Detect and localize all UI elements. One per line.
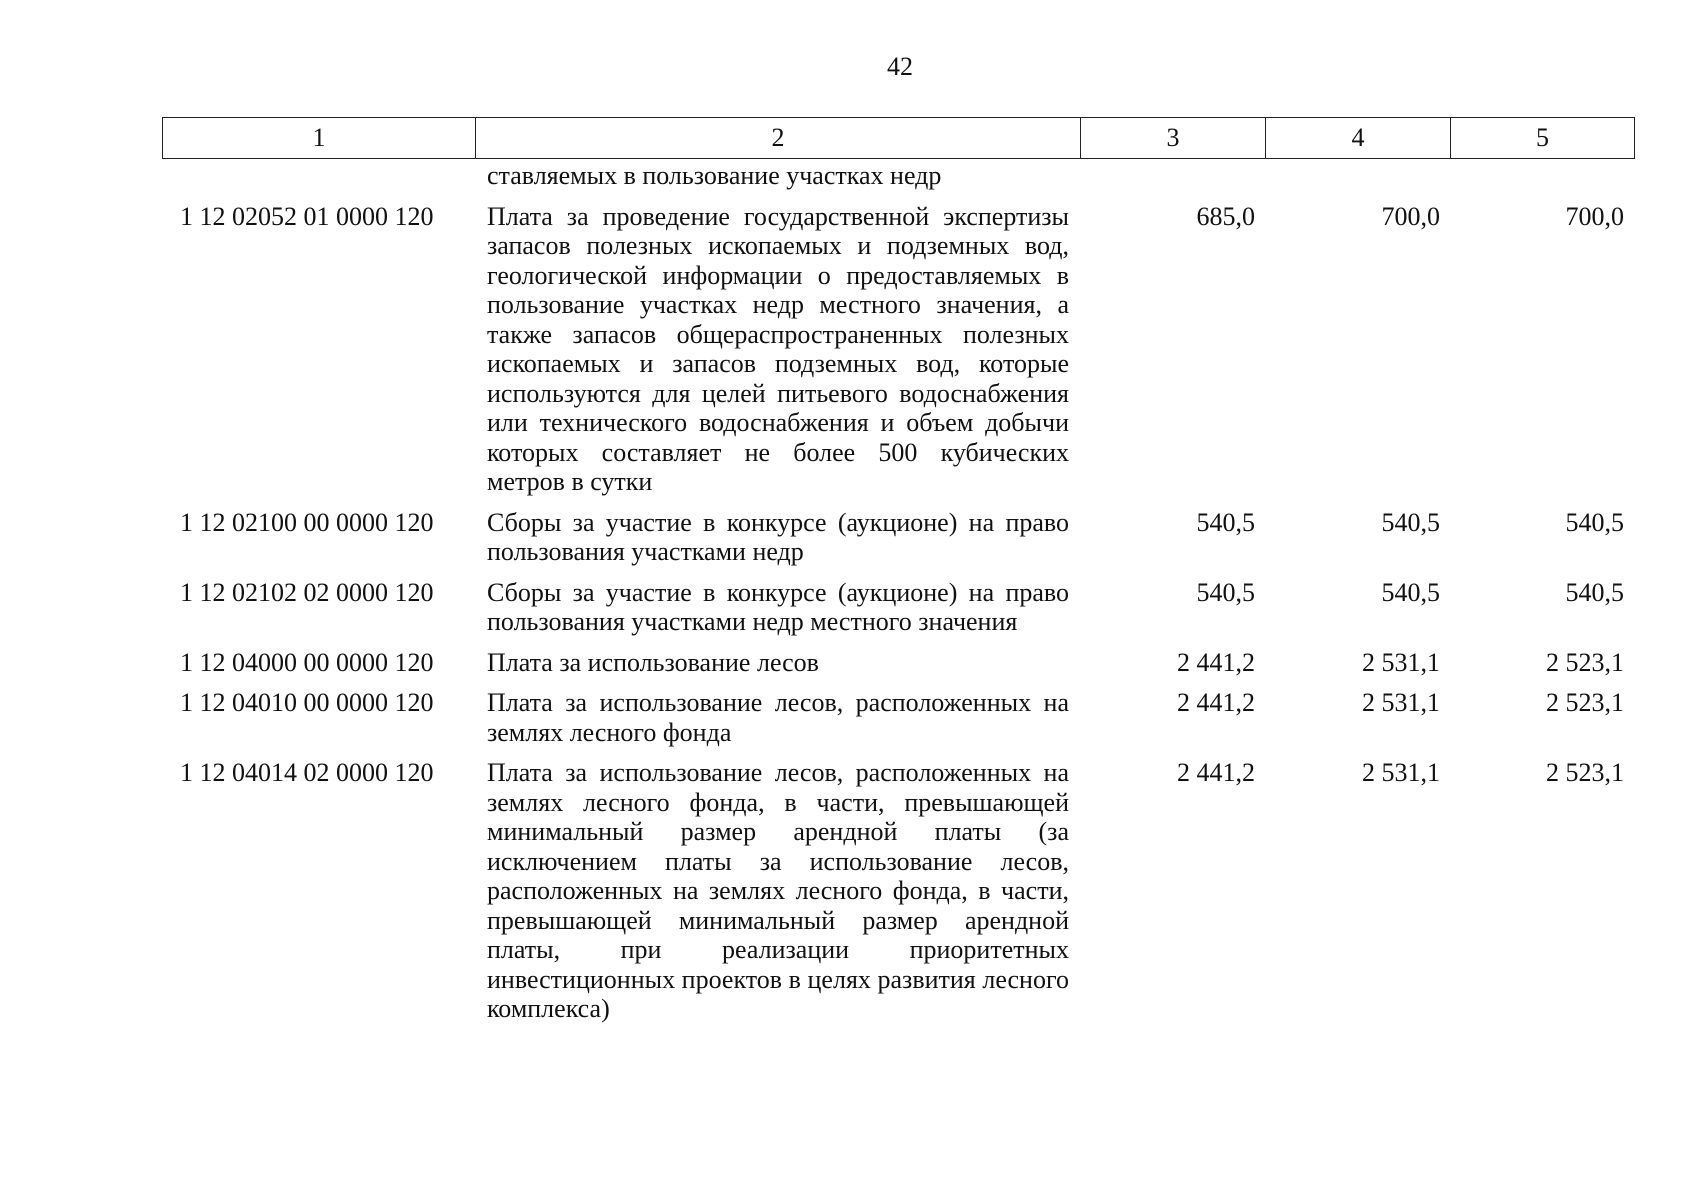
row-value-5: 2 523,1: [1546, 688, 1624, 717]
row-code: 1 12 04000 00 0000 120: [180, 647, 434, 677]
table-row: [162, 202, 1634, 497]
row-code: 1 12 02102 02 0000 120: [180, 577, 434, 607]
table-body: [162, 161, 1634, 1024]
row-value-4: 540,5: [1381, 577, 1440, 607]
header-col-2: 2: [476, 118, 1081, 159]
row-value-4: 2 531,1: [1362, 647, 1440, 677]
row-value-3: 540,5: [1196, 577, 1255, 607]
row-code: 1 12 04014 02 0000 120: [180, 758, 434, 787]
row-value-4: 540,5: [1381, 507, 1440, 537]
table-row: [162, 578, 1634, 637]
continuation-row: [162, 161, 1634, 191]
row-value-3: 2 441,2: [1177, 647, 1255, 677]
row-code: 1 12 04010 00 0000 120: [180, 688, 434, 717]
header-col-4: 4: [1266, 118, 1451, 159]
row-value-3: 2 441,2: [1177, 688, 1255, 717]
header-col-3: 3: [1081, 118, 1266, 159]
table-row: [162, 758, 1634, 1024]
row-value-4: 2 531,1: [1362, 758, 1440, 787]
table-header: [162, 117, 1635, 159]
continuation-text: ставляемых в пользование участках недр: [487, 161, 942, 190]
row-value-5: 700,0: [1565, 201, 1624, 231]
row-value-3: 685,0: [1196, 201, 1255, 231]
row-value-4: 2 531,1: [1362, 688, 1440, 717]
row-value-5: 2 523,1: [1546, 758, 1624, 787]
row-value-5: 2 523,1: [1546, 647, 1624, 677]
row-code: 1 12 02100 00 0000 120: [180, 507, 434, 537]
row-name: Плата за использование лесов: [487, 647, 819, 677]
row-name: Сборы за участие в конкурсе (аукционе) на право пользования участками недр: [487, 507, 1069, 566]
table-row: [162, 648, 1634, 678]
page-number: 42: [887, 52, 913, 81]
row-value-4: 700,0: [1381, 201, 1440, 231]
row-value-5: 540,5: [1565, 507, 1624, 537]
table-row: [162, 508, 1634, 567]
row-name: Сборы за участие в конкурсе (аукционе) на право пользования участками недр местного значения: [487, 577, 1069, 636]
row-code: 1 12 02052 01 0000 120: [180, 201, 434, 231]
header-col-5: 5: [1451, 118, 1635, 159]
row-value-3: 2 441,2: [1177, 758, 1255, 787]
row-name: Плата за использование лесов, расположенных на землях лесного фонда, в части, превышающей минимальный размер арендной платы (за исключением платы за использование лесов, расположенных на землях лесного фонда, в части, превышающей минимальный размер арендной платы, при реализации приоритетных инвестиционных проектов в целях развития лесного комплекса): [487, 758, 1069, 1023]
row-name: Плата за использование лесов, расположенных на землях лесного фонда: [487, 688, 1069, 747]
header-col-1: 1: [163, 118, 476, 159]
row-name: Плата за проведение государственной экспертизы запасов полезных ископаемых и подземных вод, геологической информации о предоставляемых в пользование участках недр местного значения, а также запасов общераспространенных полезных ископаемых и запасов подземных вод, которые используются для целей питьевого водоснабжения или технического водоснабжения и объем добычи которых составляет не более 500 кубических метров в сутки: [487, 201, 1069, 496]
table-row: [162, 688, 1634, 747]
row-value-5: 540,5: [1565, 577, 1624, 607]
row-value-3: 540,5: [1196, 507, 1255, 537]
